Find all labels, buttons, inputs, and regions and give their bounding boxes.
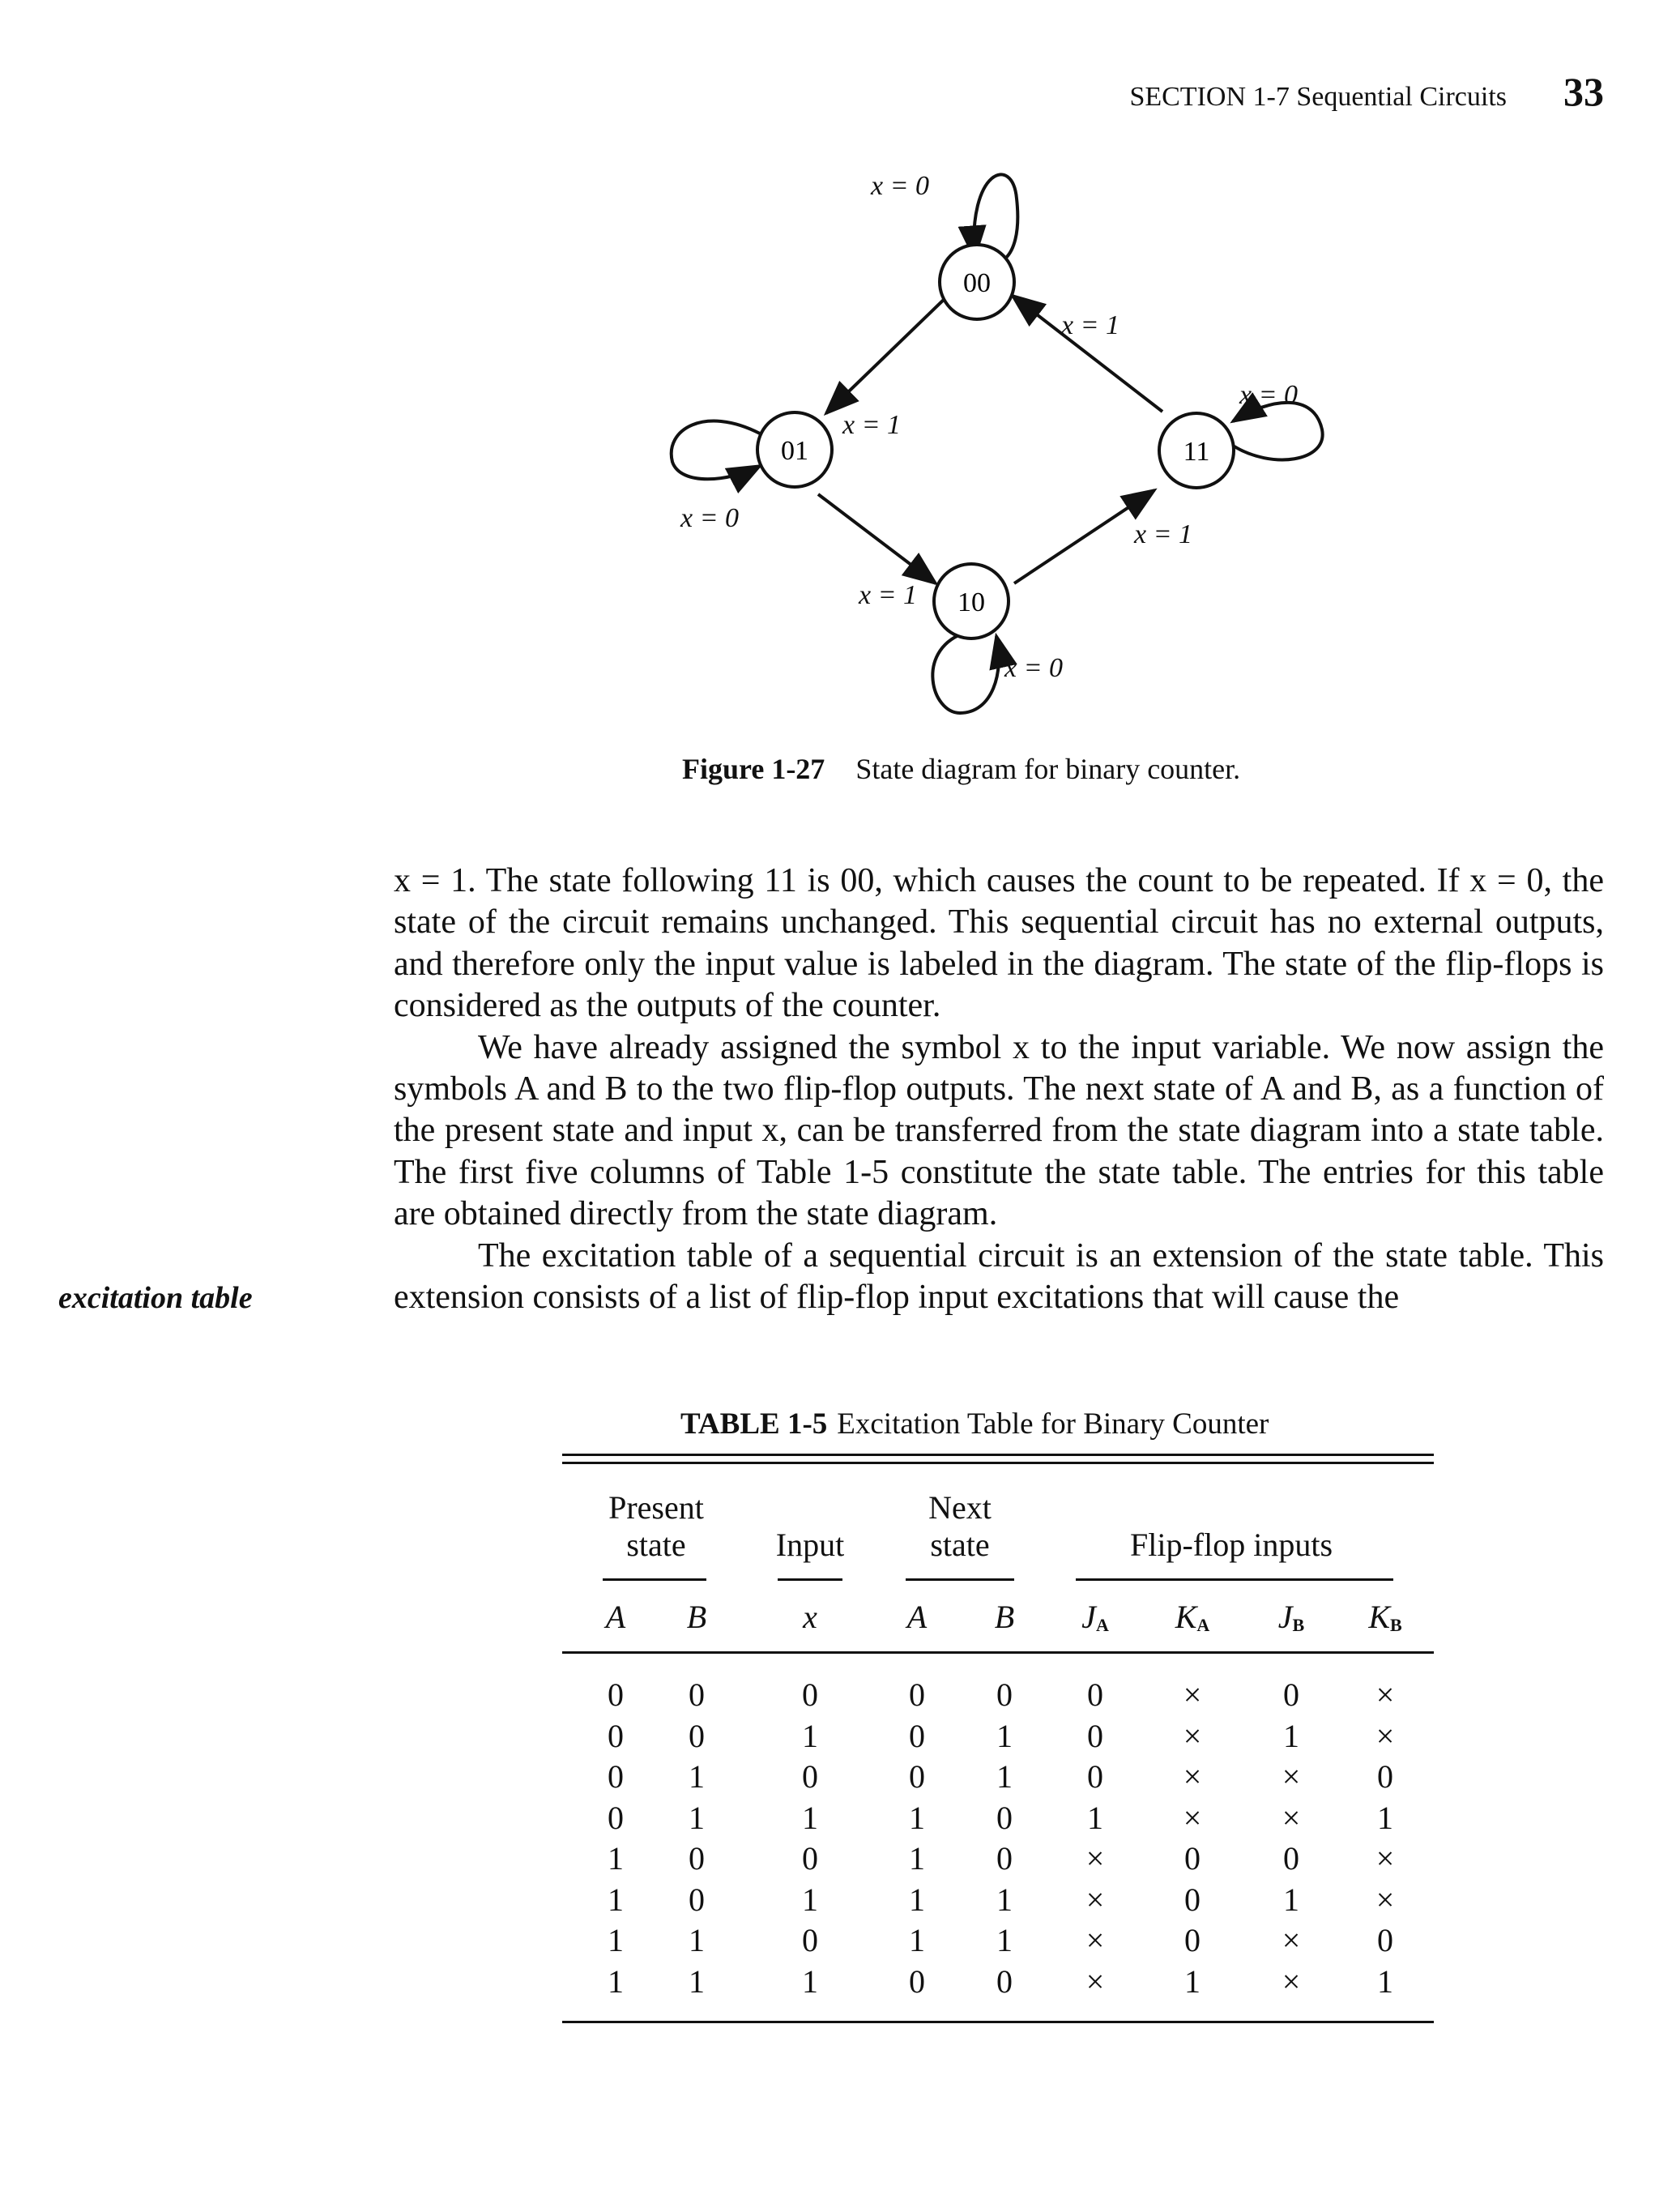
table-cell: × xyxy=(1282,1962,1301,2000)
table-cell: 1 xyxy=(802,1717,818,1754)
table-cell: 0 xyxy=(909,1758,925,1795)
table-cell: 0 xyxy=(1377,1922,1393,1958)
table-cell: 1 xyxy=(1283,1881,1299,1918)
col-ja: $J_A$ xyxy=(1081,1599,1109,1635)
edge-01-10 xyxy=(818,494,936,583)
table-cell: 1 xyxy=(1377,1962,1393,2000)
svg-text:10: 10 xyxy=(957,587,985,617)
table-cell: 1 xyxy=(996,1758,1013,1795)
table-cell: 1 xyxy=(802,1799,818,1836)
table-cell: 0 xyxy=(909,1717,925,1754)
state-node-11 xyxy=(1159,413,1234,488)
figure-caption-text: State diagram for binary counter. xyxy=(855,753,1241,785)
table-cell: × xyxy=(1085,1881,1105,1918)
label-10-loop: x = 0 xyxy=(1004,653,1064,683)
table-cell: 0 xyxy=(909,1676,925,1713)
table-cell: 0 xyxy=(1087,1758,1103,1795)
self-loop-11 xyxy=(1233,403,1323,460)
table-cell: 1 xyxy=(996,1717,1013,1754)
rule-flipflop xyxy=(1076,1578,1393,1581)
table-cell: 0 xyxy=(1087,1676,1103,1713)
table-cell: × xyxy=(1282,1922,1301,1958)
table-bottom-rule xyxy=(562,2021,1434,2023)
table-cell: 0 xyxy=(802,1758,818,1795)
col-b-next: B xyxy=(994,1599,1015,1635)
table-cell: × xyxy=(1183,1676,1202,1713)
table-cell: 0 xyxy=(802,1922,818,1958)
table-header-rule xyxy=(562,1651,1434,1654)
figure-label: Figure 1-27 xyxy=(682,753,825,785)
table-cell: 0 xyxy=(996,1840,1013,1877)
table-cell: 0 xyxy=(689,1840,705,1877)
state-node-00 xyxy=(940,245,1014,319)
table-cell: 0 xyxy=(802,1840,818,1877)
table-cell: 0 xyxy=(689,1717,705,1754)
table-cell: × xyxy=(1375,1676,1395,1713)
table-cell: 0 xyxy=(689,1676,705,1713)
table-cell: 1 xyxy=(1087,1799,1103,1836)
col-a-next: A xyxy=(906,1599,928,1635)
table-cell: 1 xyxy=(909,1881,925,1918)
table-cell: 1 xyxy=(909,1799,925,1836)
table-cell: 0 xyxy=(1377,1758,1393,1795)
table-cell: 1 xyxy=(608,1881,624,1918)
header-input: Input xyxy=(775,1527,845,1563)
page-number: 33 xyxy=(1563,69,1604,114)
table-cell: × xyxy=(1085,1922,1105,1958)
col-jb: $J_B$ xyxy=(1277,1599,1305,1635)
table-cell: 1 xyxy=(1377,1799,1393,1836)
table-title-text: Excitation Table for Binary Counter xyxy=(837,1407,1269,1441)
col-a-present: A xyxy=(605,1599,626,1635)
table-cell: 1 xyxy=(689,1962,705,2000)
table-cell: × xyxy=(1282,1799,1301,1836)
state-node-10 xyxy=(934,564,1009,638)
table-cell: 1 xyxy=(802,1962,818,2000)
table-cell: 1 xyxy=(608,1962,624,2000)
table-cell: 0 xyxy=(608,1758,624,1795)
table-cell: × xyxy=(1282,1758,1301,1795)
table-cell: 0 xyxy=(1283,1676,1299,1713)
table-cell: 0 xyxy=(608,1676,624,1713)
col-b-present: B xyxy=(686,1599,707,1635)
table-cell: 0 xyxy=(1184,1922,1201,1958)
table-cell: × xyxy=(1375,1717,1395,1754)
table-cell: 0 xyxy=(1087,1717,1103,1754)
table-label: TABLE 1-5 xyxy=(680,1407,828,1441)
table-cell: 0 xyxy=(1184,1840,1201,1877)
label-11-00: x = 1 xyxy=(1061,310,1120,340)
table-cell: × xyxy=(1183,1758,1202,1795)
table-title xyxy=(680,1407,1269,1441)
rule-present xyxy=(603,1578,706,1581)
paragraph-3: The excitation table of a sequential circuit is an extension of the state table. This extension consists of a list of flip-flop input excitations that will cause the xyxy=(394,1236,1604,1317)
header-next: Next state xyxy=(928,1489,992,1563)
margin-note: excitation table xyxy=(58,1281,253,1315)
table-cell: 1 xyxy=(909,1922,925,1958)
table-top-rule xyxy=(562,1454,1434,1456)
table-cell: × xyxy=(1085,1962,1105,2000)
table-cell: 0 xyxy=(996,1962,1013,2000)
header-present: Present state xyxy=(608,1489,704,1563)
table-cell: 1 xyxy=(802,1881,818,1918)
state-node-01 xyxy=(757,412,832,487)
table-cell: × xyxy=(1375,1881,1395,1918)
svg-text:11: 11 xyxy=(1183,437,1210,467)
table-cell: × xyxy=(1183,1717,1202,1754)
table-cell: 0 xyxy=(608,1717,624,1754)
label-01-10: x = 1 xyxy=(859,580,918,610)
label-00-loop: x = 0 xyxy=(871,171,930,201)
table-cell: 1 xyxy=(689,1758,705,1795)
label-10-11: x = 1 xyxy=(1134,519,1193,549)
label-00-01: x = 1 xyxy=(842,410,902,440)
table-cell: 0 xyxy=(608,1799,624,1836)
table-cell: 1 xyxy=(608,1922,624,1958)
table-cell: 0 xyxy=(996,1676,1013,1713)
rule-input xyxy=(778,1578,842,1581)
table-cell: 1 xyxy=(608,1840,624,1877)
edge-00-01 xyxy=(826,296,948,413)
table-cell: 0 xyxy=(1184,1881,1201,1918)
table-cell: 0 xyxy=(689,1881,705,1918)
table-cell: 0 xyxy=(996,1799,1013,1836)
table-cell: × xyxy=(1183,1799,1202,1836)
table-cell: 1 xyxy=(689,1922,705,1958)
table-cell: 0 xyxy=(1283,1840,1299,1877)
paragraph-2: We have already assigned the symbol x to the input variable. We now assign the symbols A and B to the two flip-flop outputs. The next state of A and B, as a function of the present state and input x, can be transferred from the state diagram into a state table. The first five columns of Table 1-5 constitute the state table. The entries for this table are obtained directly from the state diagram. xyxy=(394,1028,1604,1233)
table-cell: 1 xyxy=(996,1881,1013,1918)
table-cell: 1 xyxy=(1283,1717,1299,1754)
table-cell: 1 xyxy=(689,1799,705,1836)
svg-text:01: 01 xyxy=(781,436,808,466)
label-11-loop: x = 0 xyxy=(1239,380,1299,410)
figure-caption xyxy=(682,752,1240,786)
self-loop-10 xyxy=(932,634,999,713)
state-diagram xyxy=(656,154,1361,737)
header-flipflop: Flip-flop inputs xyxy=(1129,1527,1333,1563)
col-kb: $K_B$ xyxy=(1368,1599,1402,1635)
col-x: x xyxy=(803,1599,817,1635)
paragraph-1: x = 1. The state following 11 is 00, which causes the count to be repeated. If x = 0, the state of the circuit remains unchanged. This sequential circuit has no external outputs, and therefore only the input value is labeled in the diagram. The state of the flip-flops is considered as the outputs of the counter. xyxy=(394,862,1604,1025)
table-cell: 1 xyxy=(909,1840,925,1877)
svg-text:00: 00 xyxy=(963,268,991,298)
table-cell: 0 xyxy=(802,1676,818,1713)
table-top-rule-2 xyxy=(562,1462,1434,1464)
running-head: SECTION 1-7 Sequential Circuits xyxy=(1129,82,1507,112)
table-cell: × xyxy=(1085,1840,1105,1877)
rule-next xyxy=(906,1578,1014,1581)
table-cell: 1 xyxy=(1184,1962,1201,2000)
running-header xyxy=(1077,68,1604,117)
self-loop-01 xyxy=(672,421,760,480)
table-cell: × xyxy=(1375,1840,1395,1877)
table-cell: 1 xyxy=(996,1922,1013,1958)
table-cell: 0 xyxy=(909,1962,925,2000)
label-01-loop: x = 0 xyxy=(680,503,740,533)
col-ka: $K_A$ xyxy=(1175,1599,1210,1635)
body-text xyxy=(394,860,1604,1318)
